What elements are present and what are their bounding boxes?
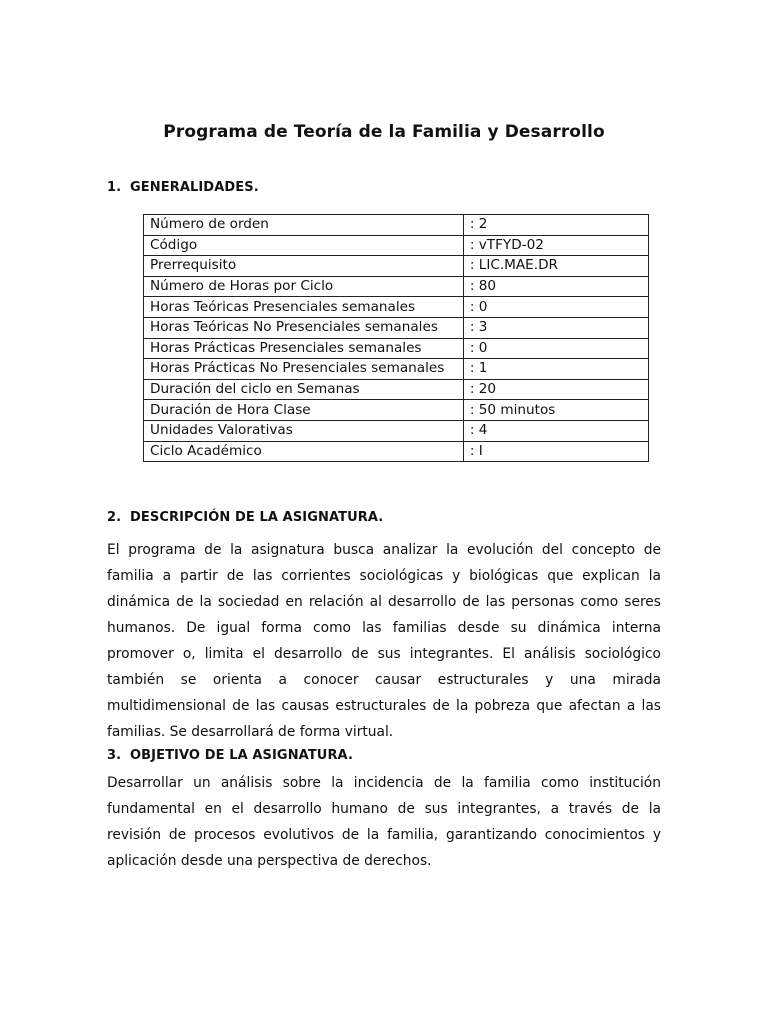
row-label: Duración del ciclo en Semanas <box>144 379 464 400</box>
table-row <box>144 215 649 236</box>
objetivo-paragraph: Desarrollar un análisis sobre la incidencia de la familia como institución fundamental en el desarrollo humano de sus integrantes, a través de la revisión de procesos evolutivos de la familia, garantizando conocimientos y aplicación desde una perspectiva de derechos. <box>107 775 661 869</box>
table-row <box>144 276 649 297</box>
row-label: Horas Teóricas Presenciales semanales <box>144 297 464 318</box>
row-label: Número de orden <box>144 215 464 236</box>
section-heading-descripcion <box>107 510 383 525</box>
row-label: Unidades Valorativas <box>144 420 464 441</box>
section-title: OBJETIVO DE LA ASIGNATURA. <box>130 748 353 763</box>
row-value: : 0 <box>463 297 648 318</box>
table-row <box>144 359 649 380</box>
row-value: : 3 <box>463 317 648 338</box>
row-label: Ciclo Académico <box>144 441 464 462</box>
row-value: : 4 <box>463 420 648 441</box>
generalidades-table <box>143 214 649 462</box>
row-value: : 2 <box>463 215 648 236</box>
section-heading-objetivo <box>107 748 353 763</box>
row-label: Horas Teóricas No Presenciales semanales <box>144 317 464 338</box>
section-heading-generalidades <box>107 180 259 195</box>
section-number: 3. <box>107 748 122 763</box>
row-value: : vTFYD-02 <box>463 235 648 256</box>
row-label: Horas Prácticas No Presenciales semanales <box>144 359 464 380</box>
descripcion-paragraph: El programa de la asignatura busca analizar la evolución del concepto de familia a partir de las corrientes sociológicas y biológicas que explican la dinámica de la sociedad en relación al desarrollo de las personas como seres humanos. De igual forma como las familias desde su dinámica interna promover o, limita el desarrollo de sus integrantes. El análisis sociológico también se orienta a conocer causar estructurales y una mirada multidimensional de las causas estructurales de la pobreza que afectan a las familias. Se desarrollará de forma virtual. <box>107 542 661 740</box>
row-value: : 80 <box>463 276 648 297</box>
table-row <box>144 256 649 277</box>
table-row <box>144 379 649 400</box>
row-label: Duración de Hora Clase <box>144 400 464 421</box>
document-title: Programa de Teoría de la Familia y Desarrollo <box>163 122 605 142</box>
row-label: Horas Prácticas Presenciales semanales <box>144 338 464 359</box>
table-row <box>144 338 649 359</box>
table-row <box>144 441 649 462</box>
section-title: DESCRIPCIÓN DE LA ASIGNATURA. <box>130 510 384 525</box>
row-label: Código <box>144 235 464 256</box>
table-row <box>144 235 649 256</box>
table-row <box>144 317 649 338</box>
section-title: GENERALIDADES. <box>130 180 259 195</box>
row-label: Prerrequisito <box>144 256 464 277</box>
table-row <box>144 400 649 421</box>
row-label: Número de Horas por Ciclo <box>144 276 464 297</box>
row-value: : 20 <box>463 379 648 400</box>
section-number: 2. <box>107 510 122 525</box>
row-value: : 50 minutos <box>463 400 648 421</box>
table-row <box>144 420 649 441</box>
table-row <box>144 297 649 318</box>
row-value: : LIC.MAE.DR <box>463 256 648 277</box>
row-value: : 0 <box>463 338 648 359</box>
section-number: 1. <box>107 180 122 195</box>
row-value: : 1 <box>463 359 648 380</box>
row-value: : I <box>463 441 648 462</box>
